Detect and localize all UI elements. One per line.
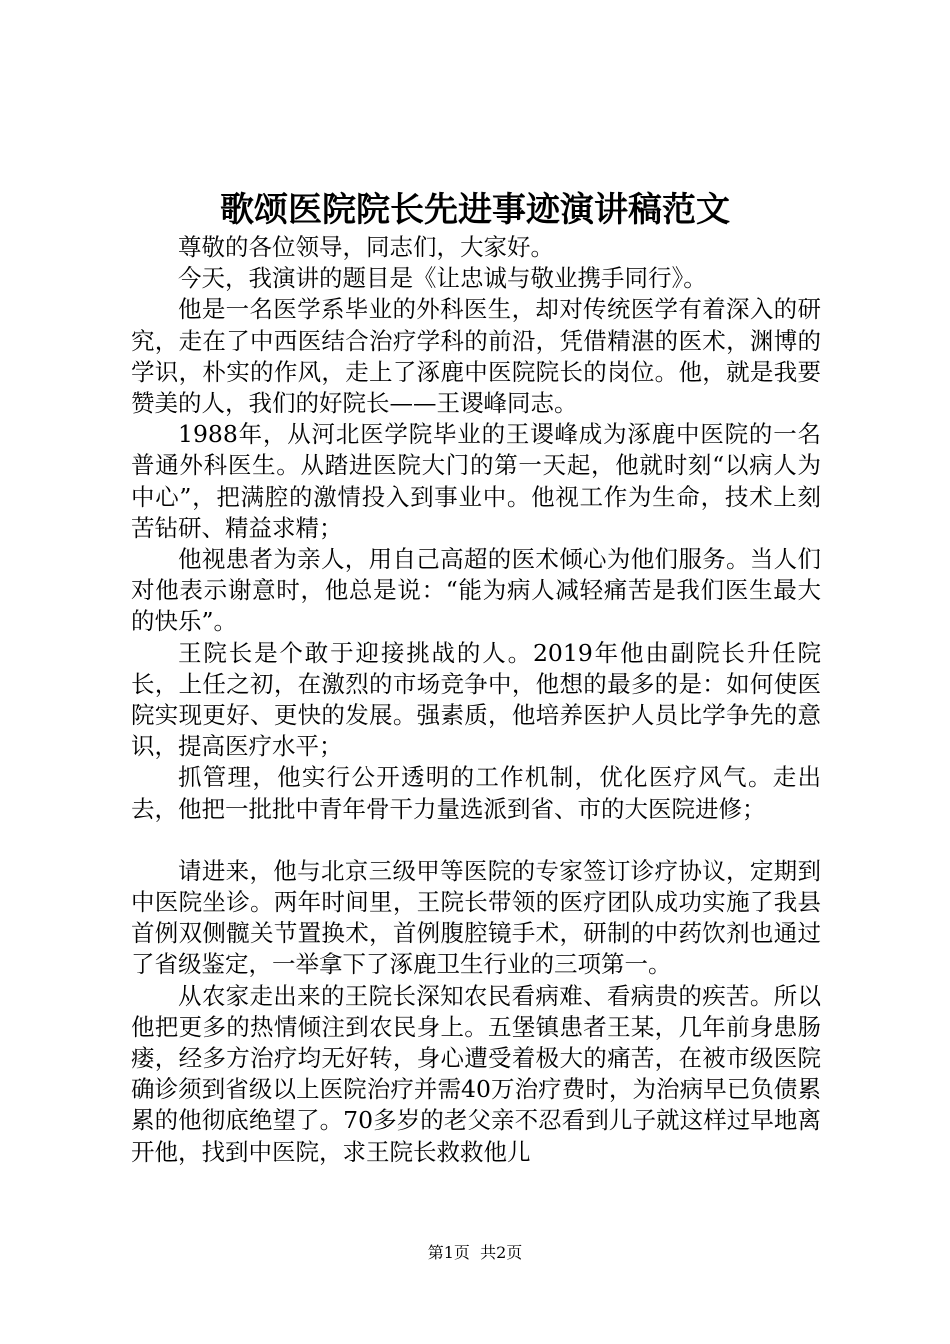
document-title: 歌颂医院院长先进事迹演讲稿范文 — [220, 190, 730, 230]
document-body — [131, 232, 821, 1168]
page-footer: 第1页 共2页 — [427, 1243, 523, 1262]
paragraph-1988: 1988年，从河北医学院毕业的王谡峰成为涿鹿中医院的一名普通外科医生。从踏进医院大门的第一天起，他就时刻“以病人为中心”，把满腔的激情投入到事业中。他视工作为生命，技术上刻苦钻研、精益求精； — [131, 420, 821, 542]
paragraph-farmers: 从农家走出来的王院长深知农民看病难、看病贵的疾苦。所以他把更多的热情倾注到农民身上。五堡镇患者王某，几年前身患肠瘘，经多方治疗均无好转，身心遭受着极大的痛苦，在被市级医院确诊须到省级以上医院治疗并需40万治疗费时，为治病早已负债累累的他彻底绝望了。70多岁的老父亲不忍看到儿子就这样过早地离开他，找到中医院，求王院长救救他儿 — [131, 981, 821, 1166]
paragraph-introduction: 他是一名医学系毕业的外科医生，却对传统医学有着深入的研究，走在了中西医结合治疗学科的前沿，凭借精湛的医术，渊博的学识，朴实的作风，走上了涿鹿中医院院长的岗位。他，就是我要赞美的人，我们的好院长——王谡峰同志。 — [131, 295, 821, 418]
paragraph-topic: 今天，我演讲的题目是《让忠诚与敬业携手同行》。 — [178, 264, 707, 293]
paragraph-challenge: 王院长是个敢于迎接挑战的人。2019年他由副院长升任院长，上任之初，在激烈的市场竞争中，他想的最多的是：如何使医院实现更好、更快的发展。强素质，他培养医护人员比学争先的意识，提高医疗水平； — [131, 638, 821, 761]
paragraph-patients: 他视患者为亲人，用自己高超的医术倾心为他们服务。当人们对他表示谢意时，他总是说：“能为病人减轻痛苦是我们医生最大的快乐”。 — [131, 545, 821, 636]
paragraph-management: 抓管理，他实行公开透明的工作机制，优化医疗风气。走出去，他把一批批中青年骨干力量选派到省、市的大医院进修； — [131, 763, 821, 823]
paragraph-greeting: 尊敬的各位领导，同志们，大家好。 — [178, 233, 554, 261]
paragraph-invite: 请进来，他与北京三级甲等医院的专家签订诊疗协议，定期到中医院坐诊。两年时间里，王院长带领的医疗团队成功实施了我县首例双侧髋关节置换术，首例腹腔镜手术，研制的中药饮剂也通过了省级鉴定，一举拿下了涿鹿卫生行业的三项第一。 — [131, 856, 821, 979]
